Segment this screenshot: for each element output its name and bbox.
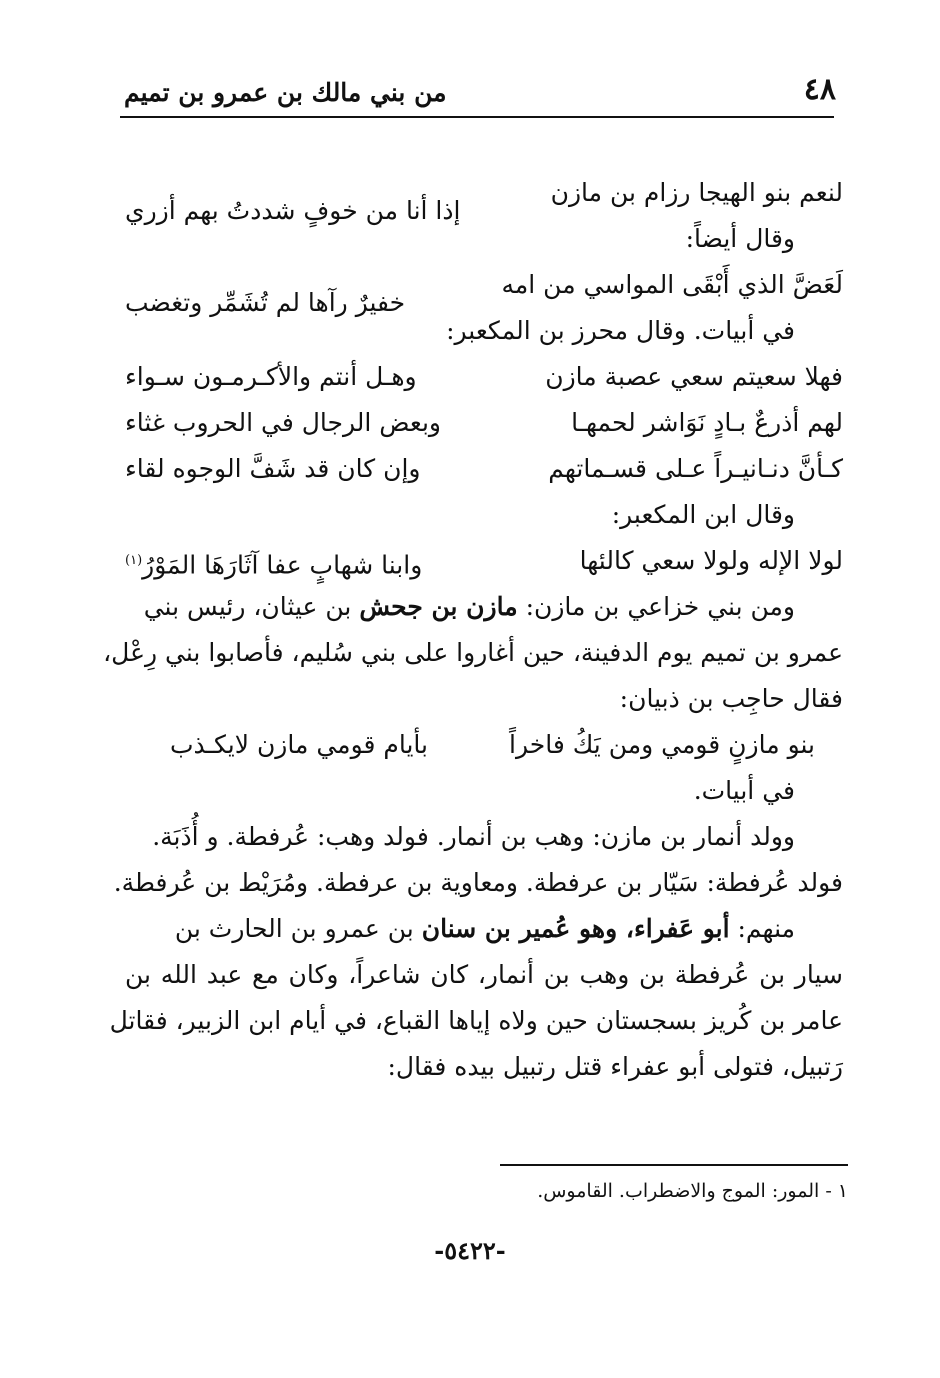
verse-line <box>125 400 843 446</box>
text-line <box>125 492 843 538</box>
verse-second-hemistich: وهـل أنتم والأكـرمـون سـواء <box>125 362 417 391</box>
person-name: مازن بن جحش <box>359 592 518 621</box>
text-span: منهم: <box>729 914 795 943</box>
text-line <box>125 814 843 860</box>
verse-first-hemistich: بنو مازنٍ قومي ومن يَكُ فاخراً <box>509 730 815 759</box>
page-header <box>120 68 842 116</box>
text-span: فولد عُرفطة: سَيّار بن عرفطة. ومعاوية بن عرفطة. ومُرَيْط بن عُرفطة. <box>113 868 843 897</box>
text-span: في أبيات. وقال محرز بن المكعبر: <box>446 316 795 345</box>
main-text <box>103 170 843 1090</box>
text-line <box>125 676 843 722</box>
text-span: في أبيات. <box>693 776 795 805</box>
text-line <box>125 308 843 354</box>
text-span: عامر بن كُريز بسجستان حين ولاه إياها القباع، في أيام ابن الزبير، فقاتل <box>109 1006 843 1035</box>
footnote-marker[interactable]: (١) <box>125 553 143 568</box>
page-number: ٤٨ <box>803 72 836 107</box>
text-span: بن عمرو بن الحارث بن <box>174 914 422 943</box>
running-title: من بني مالك بن عمرو بن تميم <box>124 78 447 107</box>
text-line <box>125 768 843 814</box>
verse-second-hemistich: وبعض الرجال في الحروب غثاء <box>125 408 441 437</box>
text-span: وقال أيضاً: <box>685 224 795 253</box>
verse-second-hemistich: خفيرٌ رآها لم تُشَمِّر وتغضب <box>125 288 406 317</box>
verse-first-hemistich: لولا الإله ولولا سعي كالئها <box>579 546 843 575</box>
header-rule <box>120 116 834 118</box>
verse-second-hemistich: بأيام قومي مازن لايكـذب <box>170 730 429 759</box>
text-span: بن عيثان، رئيس بني <box>143 592 360 621</box>
text-span: وقال ابن المكعبر: <box>611 500 795 529</box>
text-line <box>125 216 843 262</box>
text-line <box>125 906 843 952</box>
verse-first-hemistich: فهلا سعيتم سعي عصبة مازن <box>545 362 843 391</box>
verse-first-hemistich: لَعَضَّ الذي أَبْقَى المواسي من امه <box>501 270 843 299</box>
verse-second-hemistich: وإن كان قد شَفَّ الوجوه لقاء <box>125 454 421 483</box>
text-line <box>125 952 843 998</box>
verse-line <box>125 446 843 492</box>
verse-first-hemistich: لهم أذرعٌ بـادٍ نَوَاشر لحمهـا <box>571 408 843 437</box>
footnote: ١ - المور: الموج والاضطراب. القاموس. <box>537 1180 848 1202</box>
person-name: أبو عَفراء، وهو عُمير بن سنان <box>421 914 730 943</box>
text-span: عمرو بن تميم يوم الدفينة، حين أغاروا على بني سُليم، فأصابوا بني رِعْل، <box>103 638 843 667</box>
folio-number: -٥٤٢٢- <box>434 1236 506 1265</box>
text-line <box>125 584 843 630</box>
text-span: فقال حاجِب بن ذبيان: <box>619 684 843 713</box>
text-span: سيار بن عُرفطة بن وهب بن أنمار، كان شاعراً، وكان مع عبد الله بن <box>125 960 843 989</box>
footnote-rule <box>500 1164 848 1166</box>
text-span: رَتبيل، فتولى أبو عفراء قتل رتبيل بيده فقال: <box>387 1052 843 1081</box>
verse-line <box>125 538 843 584</box>
text-span: وولد أنمار بن مازن: وهب بن أنمار. فولد وهب: عُرفطة. و أُذَبَة. <box>152 822 795 851</box>
hemistich-text: وابنا شهابٍ عفا آثَارَهَا المَوْرُ <box>142 550 423 580</box>
verse-line <box>125 722 843 768</box>
text-line <box>103 630 843 676</box>
verse-first-hemistich: كـأنَّ دنـانيـراً عـلى قسـماتهم <box>548 454 843 483</box>
verse-line <box>125 354 843 400</box>
text-span: ومن بني خزاعي بن مازن: <box>517 592 795 621</box>
text-line <box>113 860 843 906</box>
verse-first-hemistich: لنعم بنو الهيجا رزام بن مازن <box>550 178 843 207</box>
verse-line <box>125 170 843 225</box>
verse-line <box>125 262 843 317</box>
verse-second-hemistich: إذا أنا من خوفٍ شددتُ بهم أزري <box>125 196 461 225</box>
verse-second-hemistich <box>125 538 422 588</box>
text-line <box>125 1044 843 1090</box>
text-line <box>109 998 843 1044</box>
